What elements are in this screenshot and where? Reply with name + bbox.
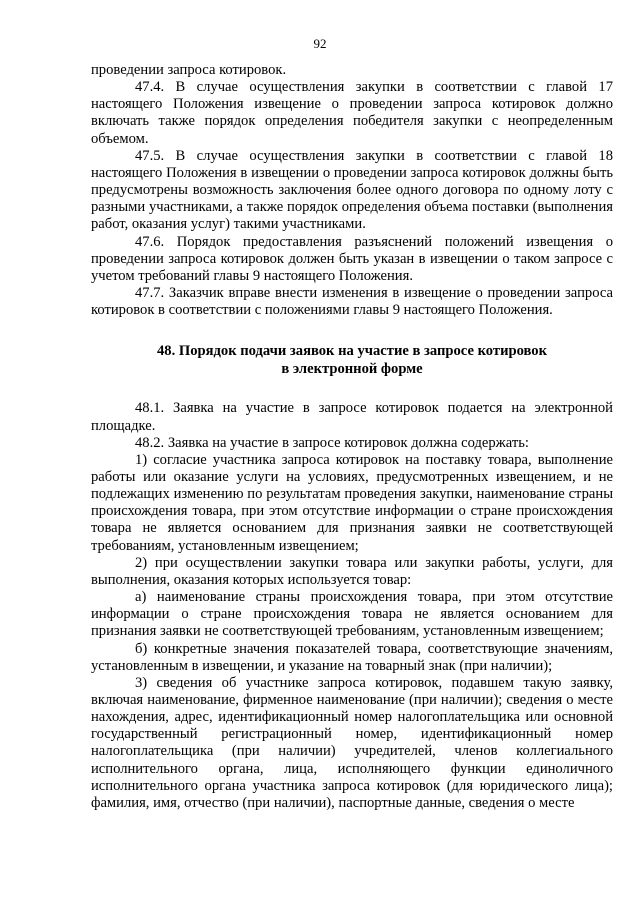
document-body [91,62,613,812]
paragraph-48-1: 48.1. Заявка на участие в запросе котировок подается на электронной площадке. [91,400,613,434]
paragraph-48-2: 48.2. Заявка на участие в запросе котировок должна содержать: [135,434,529,451]
page-number: 92 [313,36,327,51]
list-item-2b: б) конкретные значения показателей товара, соответствующие значениям, установленным в извещении, и указание на товарный знак (при наличии); [91,640,613,674]
paragraph-47-7: 47.7. Заказчик вправе внести изменения в извещение о проведении запроса котировок в соответствии с положениями главы 9 настоящего Положения. [91,285,613,319]
list-item-3: 3) сведения об участнике запроса котировок, подавшем такую заявку, включая наименование, фирменное наименование (при наличии); сведения о месте нахождения, адрес, идентификационный номер налогоплательщика или основной государственный регистрационный номер, идентификационный номер налогоплательщика (при наличии) учредителей, членов коллегиального исполнительного органа, лица, исполняющего функции единоличного исполнительного органа участника запроса котировок (для юридического лица); фамилия, имя, отчество (при наличии), паспортные данные, сведения о месте [91,674,613,811]
list-item-1: 1) согласие участника запроса котировок на поставку товара, выполнение работы или оказание услуги на условиях, предусмотренных извещением, и не подлежащих изменению по результатам проведения закупки, наименование страны происхождения товара, при этом отсутствие информации о стране происхождения товара не является основанием для признания заявки не соответствующей требованиям, установленным извещением; [91,451,613,554]
list-item-2: 2) при осуществлении закупки товара или закупки работы, услуги, для выполнения, оказания которых используется товар: [91,554,613,588]
paragraph-47-5: 47.5. В случае осуществления закупки в соответствии с главой 18 настоящего Положения в извещении о проведении запроса котировок должны быть предусмотрены возможность заключения более одного договора по одному лоту с разными участниками, а также порядок определения объема поставки (выполнения работ, оказания услуг) такими участниками. [91,147,613,233]
section-48-heading-line2: в электронной форме [281,360,423,377]
section-48-heading [91,343,613,378]
paragraph-continuation: проведении запроса котировок. [91,62,287,78]
paragraph-47-6: 47.6. Порядок предоставления разъяснений положений извещения о проведении запроса котировок должен быть указан в извещении о таком запросе с учетом требований главы 9 настоящего Положения. [91,233,613,284]
section-48-heading-line1: 48. Порядок подачи заявок на участие в запросе котировок [156,343,548,360]
paragraph-47-4: 47.4. В случае осуществления закупки в соответствии с главой 17 настоящего Положения извещение о проведении запроса котировок должно включать также порядок определения победителя закупки с неопределенным объемом. [91,79,613,147]
list-item-2a: а) наименование страны происхождения товара, при этом отсутствие информации о стране происхождения товара не является основанием для признания заявки не соответствующей требованиям, установленным извещением; [91,589,613,640]
